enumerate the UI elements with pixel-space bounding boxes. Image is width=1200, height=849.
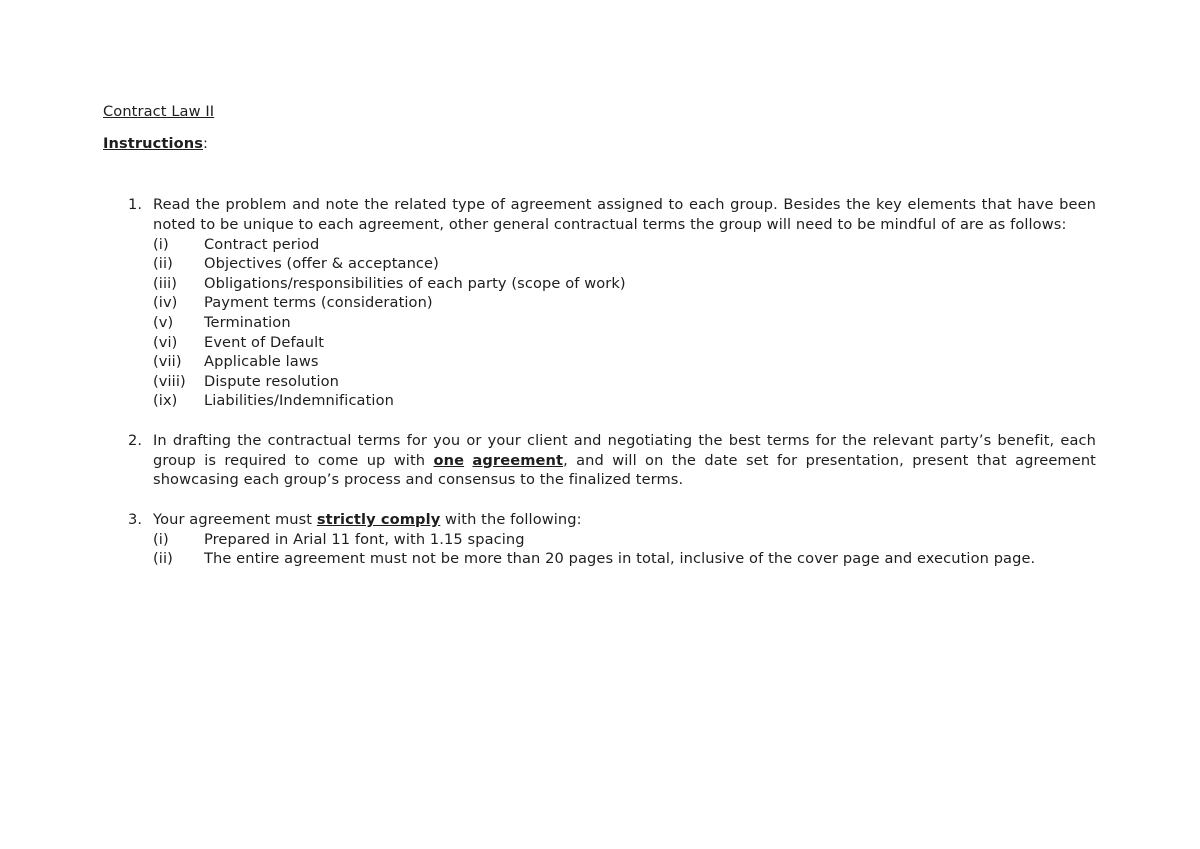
list-item-number: 1. <box>128 196 143 213</box>
sub-item <box>153 372 1096 392</box>
list-item-number: 2. <box>128 431 143 449</box>
sub-item-numeral: (viii) <box>153 372 186 390</box>
sub-item-text: Applicable laws <box>204 353 319 371</box>
sub-item-text: Dispute resolution <box>204 372 339 390</box>
list-item-text-before: Your agreement must <box>153 510 317 528</box>
sub-item <box>153 274 1096 294</box>
list-item-1 <box>128 195 1096 411</box>
list-item-3 <box>128 510 1096 569</box>
list-item-2 <box>128 431 1096 490</box>
list-item-text-before: In drafting the contractual terms for you or your client and negotiating the best terms for the relevant party’s benefit, each group is required to come up with <box>153 431 1096 469</box>
list-item-text <box>153 510 1096 530</box>
list-item-text-after: with the following: <box>440 510 582 528</box>
sub-item-numeral: (ii) <box>153 255 173 273</box>
sub-item-numeral: (v) <box>153 313 174 331</box>
sub-item <box>153 333 1096 353</box>
sub-item-numeral: (vi) <box>153 333 178 351</box>
sub-item <box>153 549 1096 569</box>
list-item-number: 3. <box>128 510 143 528</box>
sub-item-text: Prepared in Arial 11 font, with 1.15 spacing <box>204 530 525 548</box>
emphasis-strictly-comply: strictly comply <box>316 510 441 528</box>
sub-item-text: The entire agreement must not be more than 20 pages in total, inclusive of the cover page and execution page. <box>204 550 1036 568</box>
sub-item <box>153 235 1096 255</box>
sub-item-text: Obligations/responsibilities of each party (scope of work) <box>204 274 626 292</box>
sub-item-numeral: (i) <box>153 530 169 548</box>
sub-item-text: Event of Default <box>204 333 325 351</box>
list-item-text <box>153 431 1096 490</box>
instruction-list <box>128 195 1096 569</box>
sub-item-numeral: (i) <box>153 235 169 253</box>
sub-item-numeral: (iv) <box>153 294 178 312</box>
sub-item-numeral: (ix) <box>153 392 178 410</box>
sub-item <box>153 254 1096 274</box>
sub-item <box>153 313 1096 333</box>
sub-item-text: Payment terms (consideration) <box>204 294 433 312</box>
list-item-text: Read the problem and note the related type of agreement assigned to each group. Besides the key elements that have been noted to be unique to each agreement, other general contractual terms the group will need to be mindful of are as follows: <box>153 196 1096 233</box>
sub-item <box>153 293 1096 313</box>
document-title: Contract Law II <box>103 103 215 120</box>
sub-item <box>153 530 1096 550</box>
sub-item-text: Liabilities/Indemnification <box>204 392 394 410</box>
sub-item-text: Objectives (offer & acceptance) <box>204 255 439 273</box>
instructions-colon: : <box>203 135 209 152</box>
sub-item-text: Contract period <box>204 235 320 253</box>
sub-item-numeral: (iii) <box>153 274 178 292</box>
instructions-heading <box>103 134 208 153</box>
sub-item <box>153 391 1096 411</box>
emphasis-agreement: agreement <box>472 451 564 469</box>
emphasis-one: one <box>433 451 465 469</box>
list-item-text-after: , and will on the date set for presentation, present that agreement showcasing each group’s process and consensus to the finalized terms. <box>153 451 1096 489</box>
sub-item-numeral: (vii) <box>153 353 182 371</box>
instructions-label: Instructions <box>103 135 203 152</box>
sub-item-numeral: (ii) <box>153 550 173 568</box>
sub-item <box>153 352 1096 372</box>
sub-item-text: Termination <box>204 313 291 331</box>
